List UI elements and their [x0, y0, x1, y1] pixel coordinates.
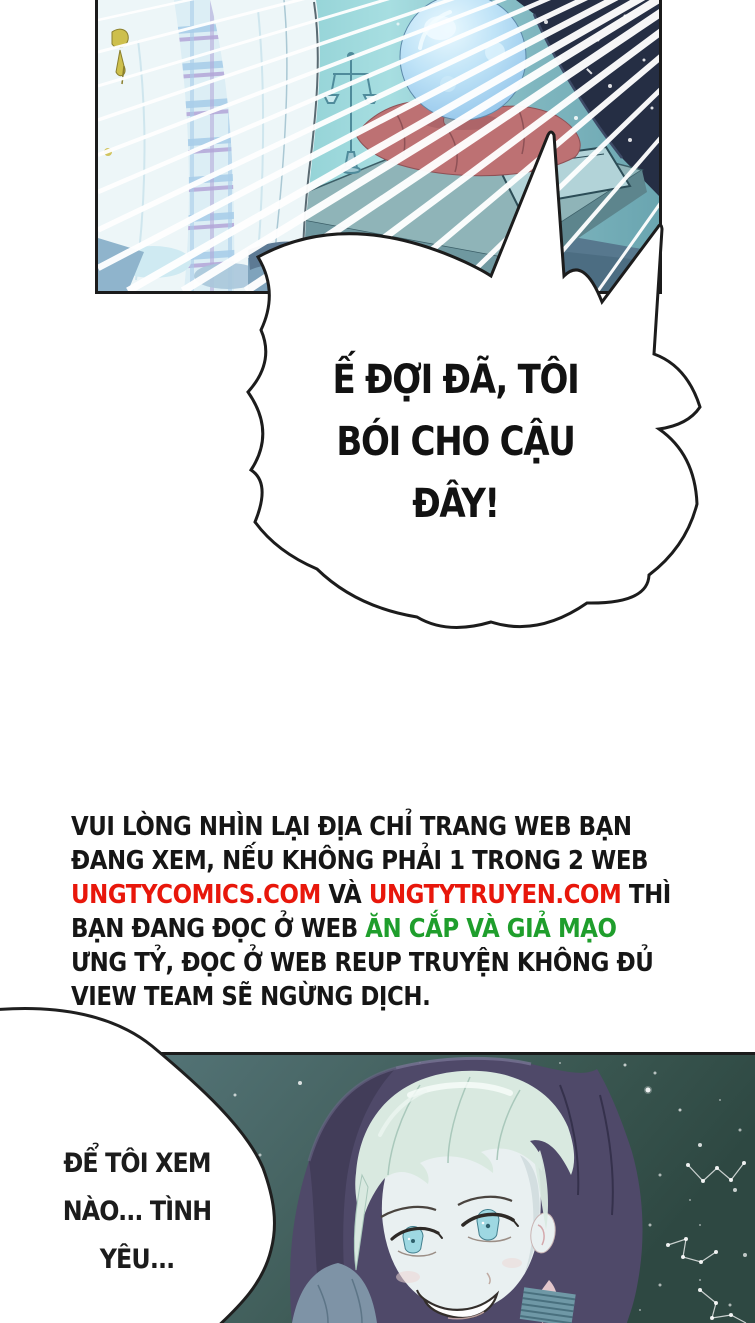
translator-notice: [71, 810, 711, 1014]
notice-site-2: UNGTYTRUYEN.COM: [368, 880, 622, 910]
shout-line-1: Ế ĐỢI ĐÃ, TÔI: [332, 357, 579, 403]
notice-and: VÀ: [320, 880, 369, 910]
notice-fake-warning: ĂN CẮP VÀ GIẢ MẠO: [365, 914, 617, 944]
notice-line-3: [71, 878, 671, 912]
notice-line-4-prefix: BẠN ĐANG ĐỌC Ở WEB: [71, 914, 366, 944]
oval-bubble-text: [23, 1140, 250, 1284]
notice-site-1: UNGTYCOMICS.COM: [71, 880, 321, 910]
notice-then: THÌ: [621, 880, 671, 910]
notice-line-1: VUI LÒNG NHÌN LẠI ĐỊA CHỈ TRANG WEB BẠN: [71, 812, 632, 842]
notice-line-5: ƯNG TỶ, ĐỌC Ở WEB REUP TRUYỆN KHÔNG ĐỦ: [71, 948, 654, 978]
notice-line-2: ĐANG XEM, NẾU KHÔNG PHẢI 1 TRONG 2 WEB: [71, 846, 649, 876]
notice-line-4: [71, 912, 634, 946]
shout-line-3: ĐÂY!: [412, 481, 499, 527]
oval-line-1: ĐỂ TÔI XEM: [63, 1148, 211, 1179]
shout-line-2: BÓI CHO CẬU: [336, 419, 575, 465]
notice-line-6: VIEW TEAM SẼ NGỪNG DỊCH.: [71, 982, 431, 1012]
oval-line-2: NÀO... TÌNH YÊU...: [62, 1196, 212, 1275]
shout-bubble-text: [296, 349, 615, 535]
